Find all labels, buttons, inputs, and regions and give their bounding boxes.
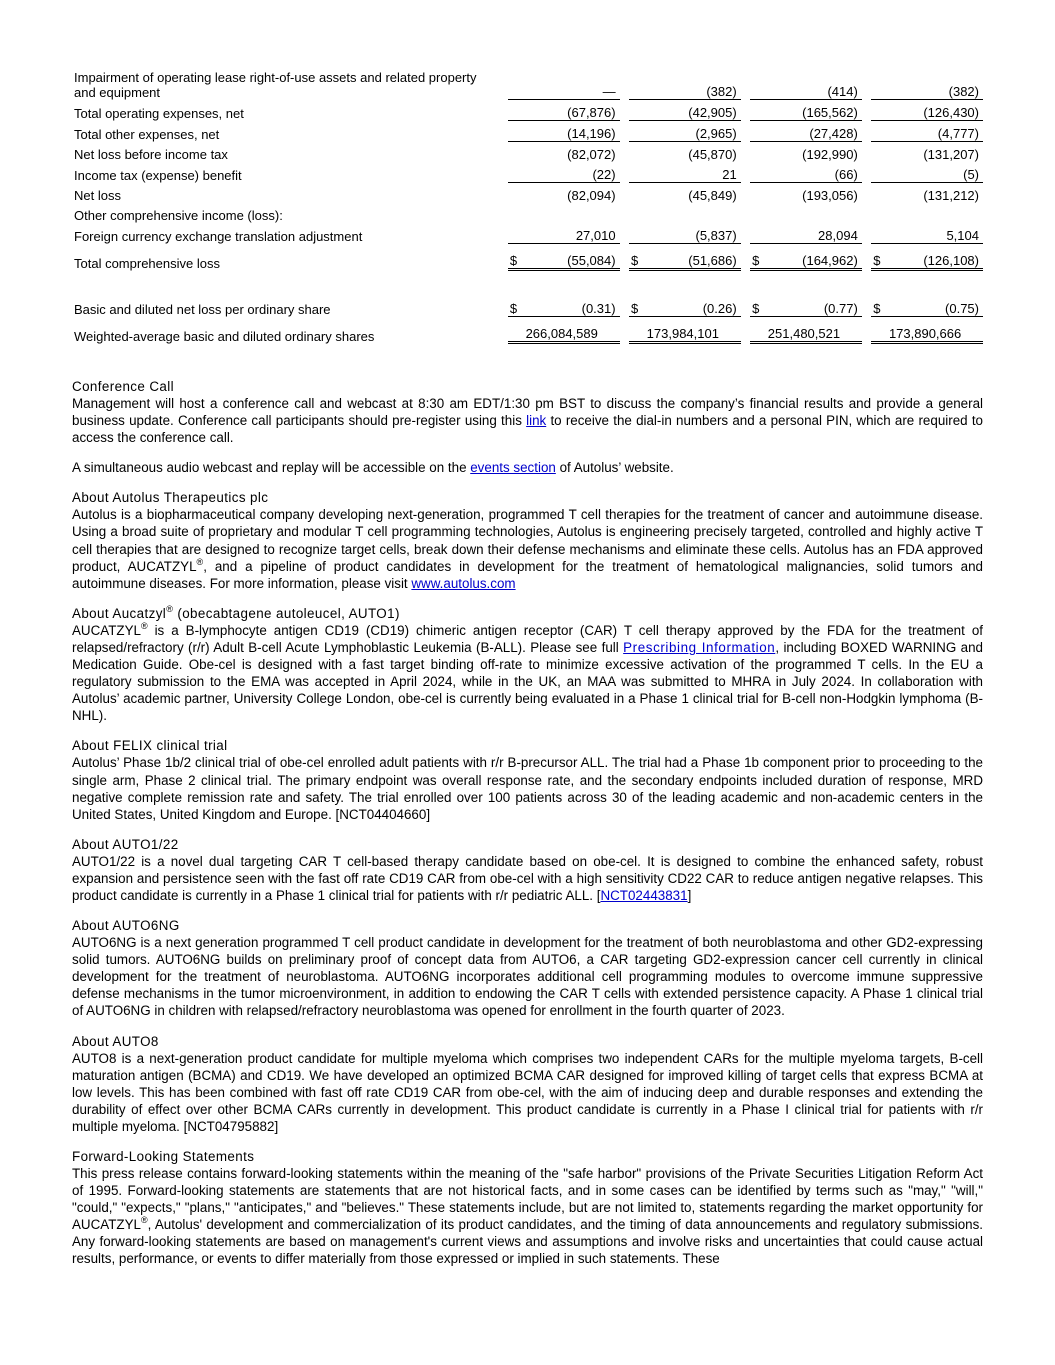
row-label: Income tax (expense) benefit — [74, 168, 242, 183]
cell-value: (5,837) — [647, 223, 741, 244]
about-autolus-section — [72, 489, 983, 591]
cell-value: (42,905) — [647, 100, 741, 121]
row-label: Net loss before income tax — [74, 147, 228, 162]
about-auto122-section — [72, 836, 983, 904]
cell-value: (192,990) — [802, 147, 858, 162]
nct-link[interactable]: NCT02443831 — [600, 887, 688, 903]
cell-value: (126,430) — [889, 100, 983, 121]
cell-value: 251,480,521 — [750, 317, 862, 344]
table-row — [72, 223, 983, 244]
paragraph: AUTO1/22 is a novel dual targeting CAR T cell-based therapy candidate based on obe-cel. It is designed to combine the enhanced safety, robust expansion and persistence seen with the fast off rate CD19 CAR from obe-cel with a high sensitivity CD22 CAR to reduce antigen negative relapses. This product candidate is currently in a Phase 1 clinical trial for patients with r/r pediatric ALL. [NCT02443831] — [72, 853, 983, 903]
cell-value: (382) — [647, 64, 741, 100]
currency-symbol: $ — [750, 244, 768, 271]
cell-value: (2,965) — [647, 121, 741, 142]
cell-value: (45,849) — [688, 188, 737, 203]
currency-symbol: $ — [750, 296, 768, 317]
paragraph: Autolus is a biopharmaceutical company developing next-generation, programmed T cell therapies for the treatment of cancer and autoimmune disease. Using a broad suite of proprietary and modular T cell programming technologies, Autolus is engineering precisely targeted, controlled and highly active T cell therapies that are designed to recognize target cells, break down their defense mechanisms and eliminate these cells. Autolus has an FDA approved product, AUCATZYL®, and a pipeline of product candidates in development for the treatment of hematological malignancies, solid tumors and autoimmune diseases. For more information, please visit www.autolus.com — [72, 507, 983, 591]
table-row — [72, 296, 983, 317]
cell-value: (0.77) — [768, 296, 862, 317]
row-label: Total operating expenses, net — [74, 106, 244, 121]
cell-value: (66) — [768, 162, 862, 183]
cell-value: (55,084) — [525, 244, 619, 271]
row-label: Net loss — [74, 188, 121, 203]
paragraph: Autolus’ Phase 1b/2 clinical trial of obe-cel enrolled adult patients with r/r B-precursor ALL. The trial had a Phase 1b component prior to proceeding to the single arm, Phase 2 clinical trial. The primary endpoint was overall response rate, and the secondary endpoints included duration of response, MRD negative complete remission rate and safety. The trial enrolled over 100 patients across 30 of the leading academic and non-academic centers in the United States, United Kingdom and Europe. [NCT04404660] — [72, 755, 983, 822]
cell-value: 173,890,666 — [871, 317, 983, 344]
cell-value: (131,207) — [923, 147, 979, 162]
paragraph: Management will host a conference call and webcast at 8:30 am EDT/1:30 pm BST to discuss the company’s financial results and provide a general business update. Conference call participants should pre-register using this link to receive the dial-in numbers and a personal PIN, which are required to access the conference call. — [72, 396, 983, 446]
document-page — [72, 64, 983, 1268]
table-row — [72, 121, 983, 142]
cell-value: (126,108) — [889, 244, 983, 271]
cell-value: (193,056) — [802, 188, 858, 203]
cell-value: (14,196) — [525, 121, 619, 142]
currency-symbol: $ — [508, 244, 526, 271]
cell-value: 266,084,589 — [508, 317, 620, 344]
table-row — [72, 64, 983, 100]
section-heading: Forward-Looking Statements — [72, 1149, 255, 1164]
cell-value: (0.26) — [647, 296, 741, 317]
cell-value: (131,212) — [923, 188, 979, 203]
table-row — [72, 183, 983, 203]
section-heading: About AUTO1/22 — [72, 836, 179, 852]
paragraph: A simultaneous audio webcast and replay will be accessible on the events section of Autolus’ website. — [72, 460, 674, 476]
section-heading: About Aucatzyl® (obecabtagene autoleucel, AUTO1) — [72, 603, 400, 621]
cell-value: 27,010 — [525, 223, 619, 244]
cell-value: 21 — [647, 162, 741, 183]
paragraph: AUCATZYL® is a B-lymphocyte antigen CD19 (CD19) chimeric antigen receptor (CAR) T cell therapy approved by the FDA for the treatment of relapsed/refractory (r/r) Adult B-cell Acute Lymphoblastic Leukemia (B-ALL). Please see full Prescribing Information, including BOXED WARNING and Medication Guide. Obe-cel is designed with a fast target binding off-rate to minimize excessive activation of the programmed T cells. In the EU a regulatory submission to the EMA was accepted in April 2024, while in the UK, an MAA was submitted to MHRA in July 2024. In collaboration with Autolus’ academic partner, University College London, obe-cel is currently being evaluated in a Phase 1 clinical trial for B-cell non-Hodgkin lymphoma (B-NHL). — [72, 620, 983, 724]
cell-value: (22) — [525, 162, 619, 183]
cell-value: (4,777) — [889, 121, 983, 142]
cell-value: 28,094 — [768, 223, 862, 244]
cell-value: 173,984,101 — [629, 317, 741, 344]
events-section-link[interactable]: events section — [470, 460, 556, 476]
about-aucatzyl-section — [72, 605, 983, 725]
preregister-link[interactable]: link — [526, 413, 547, 429]
row-label: Basic and diluted net loss per ordinary share — [74, 302, 331, 317]
cell-value: (0.31) — [525, 296, 619, 317]
cell-value: (414) — [768, 64, 862, 100]
cell-value: (5) — [889, 162, 983, 183]
section-heading: Conference Call — [72, 379, 175, 394]
cell-value: (45,870) — [688, 147, 737, 162]
row-label: Weighted-average basic and diluted ordinary shares — [74, 329, 375, 344]
cell-value: (67,876) — [525, 100, 619, 121]
table-row — [72, 203, 983, 223]
cell-value: (27,428) — [768, 121, 862, 142]
row-label: Foreign currency exchange translation adjustment — [74, 229, 363, 244]
about-felix-section — [72, 737, 983, 822]
cell-value: (82,072) — [567, 147, 616, 162]
cell-value: (0.75) — [889, 296, 983, 317]
currency-symbol: $ — [871, 244, 889, 271]
currency-symbol: $ — [629, 296, 647, 317]
row-label: Total comprehensive loss — [74, 256, 220, 271]
cell-value: (382) — [889, 64, 983, 100]
prescribing-information-link[interactable]: Prescribing Information — [623, 639, 776, 655]
section-heading: About FELIX clinical trial — [72, 738, 228, 754]
table-row — [72, 317, 983, 344]
row-label: Other comprehensive income (loss): — [74, 208, 283, 223]
section-heading: About AUTO8 — [72, 1033, 159, 1049]
conference-call-section — [72, 378, 983, 476]
cell-value: (51,686) — [647, 244, 741, 271]
paragraph: AUTO6NG is a next generation programmed T cell product candidate in development for the treatment of both neuroblastoma and other GD2-expressing solid tumors. AUTO6NG builds on preliminary proof of concept data from AUTO6, a CAR targeting GD2-expression cancer cell currently in clinical development for the treatment of neuroblastoma. AUTO6NG incorporates additional cell programming modules to overcome immune suppressive defense mechanisms in the tumor microenvironment, in addition to endowing the CAR T cells with extended persistence capacity. A Phase 1 clinical trial of AUTO6NG in children with relapsed/refractory neuroblastoma was opened for enrollment in the fourth quarter of 2023. — [72, 935, 983, 1019]
currency-symbol: $ — [871, 296, 889, 317]
cell-value: (165,562) — [768, 100, 862, 121]
cell-value: — — [525, 64, 619, 100]
table-row — [72, 100, 983, 121]
currency-symbol: $ — [629, 244, 647, 271]
table-row — [72, 162, 983, 183]
paragraph: AUTO8 is a next-generation product candidate for multiple myeloma which comprises two independent CARs for the multiple myeloma targets, B-cell maturation antigen (BCMA) and CD19. We have developed an optimized BCMA CAR designed for improved killing of target cells that express BCMA at low levels. This has been combined with fast off rate CD19 CAR from obe-cel, with the aim of inducing deep and durable responses and extending the durability of effect over other BCMA CARs currently in development. This product candidate is currently in a Phase I clinical trial for patients with r/r multiple myeloma. [NCT04795882] — [72, 1050, 983, 1134]
currency-symbol: $ — [508, 296, 526, 317]
cell-value: 5,104 — [889, 223, 983, 244]
section-heading: About AUTO6NG — [72, 918, 180, 934]
forward-looking-section — [72, 1148, 983, 1268]
about-auto6ng-section — [72, 917, 983, 1019]
table-row — [72, 244, 983, 271]
section-heading: About Autolus Therapeutics plc — [72, 490, 269, 506]
row-label: Impairment of operating lease right-of-use assets and related property and equipment — [74, 70, 477, 100]
cell-value: (82,094) — [567, 188, 616, 203]
autolus-website-link[interactable]: www.autolus.com — [411, 575, 516, 591]
financial-table — [72, 64, 983, 344]
row-label: Total other expenses, net — [74, 127, 220, 142]
cell-value: (164,962) — [768, 244, 862, 271]
about-auto8-section — [72, 1033, 983, 1135]
table-row — [72, 142, 983, 162]
paragraph: This press release contains forward-looking statements within the meaning of the "safe harbor" provisions of the Private Securities Litigation Reform Act of 1995. Forward-looking statements are statements that are not historical facts, and in some cases can be identified by terms such as "may," "will," "could," "expects," "plans," "anticipates," and "believes." These statements include, but are not limited to, statements regarding the market opportunity for AUCATZYL®, Autolus' development and commercialization of its product candidates, and the timing of data announcements and regulatory submissions. Any forward-looking statements are based on management's current views and assumptions and involve risks and uncertainties that could cause actual results, performance, or events to differ materially from those expressed or implied in such statements. These — [72, 1166, 983, 1267]
